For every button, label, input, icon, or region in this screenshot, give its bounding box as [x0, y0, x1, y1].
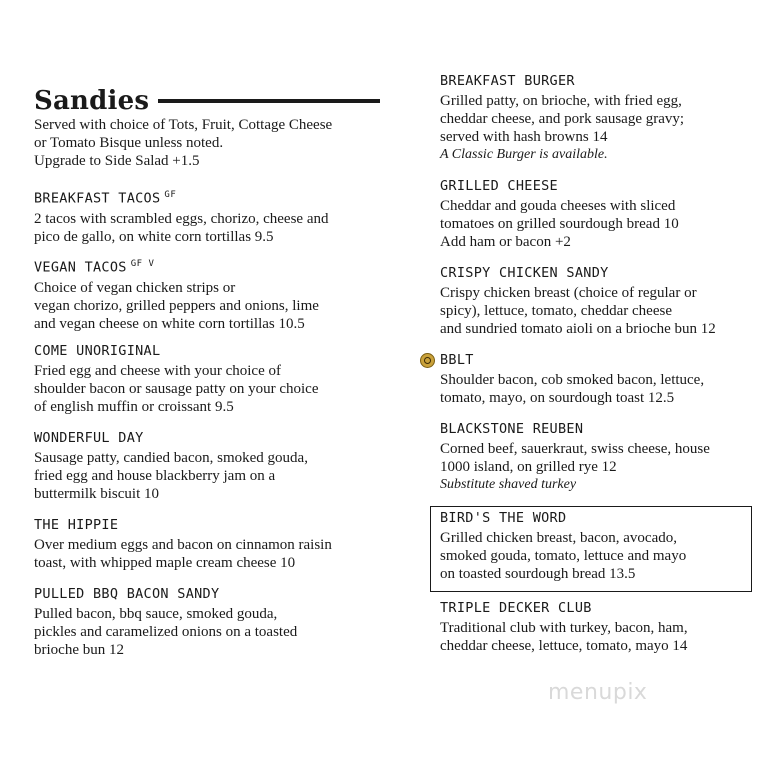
item-description [34, 536, 384, 572]
item-name: CRISPY CHICKEN SANDY [440, 265, 609, 281]
menu-item-crispy-chicken-sandy [440, 264, 775, 338]
description-line: tomatoes on grilled sourdough bread 10 [440, 216, 679, 232]
description-line: Fried egg and cheese with your choice of [34, 363, 281, 379]
menu-item-blackstone-reuben [440, 420, 775, 494]
description-line: spicy), lettuce, tomato, cheddar cheese [440, 303, 672, 319]
description-line: Cheddar and gouda cheeses with sliced [440, 198, 676, 214]
description-line: pickles and caramelized onions on a toasted [34, 624, 298, 640]
item-name: WONDERFUL DAY [34, 430, 144, 446]
description-line: tomato, mayo, on sourdough toast 12.5 [440, 390, 675, 406]
menu-item-pulled-bbq-bacon-sandy [34, 585, 384, 659]
item-name: PULLED BBQ BACON SANDY [34, 586, 220, 602]
section-title: Sandies [34, 86, 150, 116]
item-description [440, 284, 775, 338]
description-line: Crispy chicken breast (choice of regular or [440, 285, 697, 301]
menu-item-the-hippie [34, 516, 384, 572]
description-line: served with hash browns 14 [440, 129, 608, 145]
sandies-section-header [34, 86, 380, 120]
description-line: vegan chorizo, grilled peppers and onions, lime [34, 297, 319, 314]
menu-item-bblt [440, 351, 775, 407]
item-description [440, 92, 775, 146]
description-line: Over medium eggs and bacon on cinnamon raisin [34, 537, 332, 553]
item-name: BIRD'S THE WORD [440, 510, 567, 526]
description-line: Corned beef, sauerkraut, swiss cheese, house [440, 441, 710, 457]
item-description [34, 605, 384, 659]
item-name: TRIPLE DECKER CLUB [440, 600, 592, 616]
description-line: buttermilk biscuit 10 [34, 486, 159, 502]
item-dietary-tags: GF V [130, 259, 155, 269]
description-line: Grilled chicken breast, bacon, avocado, [440, 530, 677, 546]
description-line: shoulder bacon or sausage patty on your choice [34, 381, 319, 397]
description-line: and sundried tomato aioli on a brioche bun 12 [440, 321, 716, 337]
item-description [34, 362, 384, 416]
item-description [34, 449, 384, 503]
signature-badge-icon [420, 353, 435, 368]
menu-item-triple-decker-club [440, 599, 775, 655]
intro-line: or Tomato Bisque unless noted. [34, 135, 224, 151]
description-line: Sausage patty, candied bacon, smoked gouda, [34, 450, 308, 466]
item-dietary-tags: GF [164, 190, 177, 200]
description-line: Add ham or bacon +2 [440, 234, 571, 250]
description-line: Pulled bacon, bbq sauce, smoked gouda, [34, 606, 278, 622]
item-description [440, 371, 775, 407]
section-divider-rule [158, 99, 380, 103]
description-line: 2 tacos with scrambled eggs, chorizo, cheese and [34, 210, 329, 227]
item-name: COME UNORIGINAL [34, 343, 161, 359]
item-name: BBLT [440, 352, 474, 368]
item-name: BLACKSTONE REUBEN [440, 421, 584, 437]
item-name: THE HIPPIE [34, 517, 119, 533]
description-line: of english muffin or croissant 9.5 [34, 399, 234, 415]
description-line: brioche bun 12 [34, 642, 124, 658]
description-line: 1000 island, on grilled rye 12 [440, 459, 617, 475]
description-line: on toasted sourdough bread 13.5 [440, 566, 636, 582]
description-line: smoked gouda, tomato, lettuce and mayo [440, 548, 687, 564]
intro-line: Upgrade to Side Salad +1.5 [34, 153, 200, 169]
menu-item-breakfast-burger [440, 72, 775, 164]
item-description [34, 210, 384, 246]
menu-item-come-unoriginal [34, 342, 384, 416]
menu-item-grilled-cheese [440, 177, 775, 251]
description-line: Shoulder bacon, cob smoked bacon, lettuce, [440, 372, 705, 388]
menu-item-birds-the-word [440, 509, 775, 583]
menu-item-breakfast-tacos [34, 186, 384, 246]
description-line: and vegan cheese on white corn tortillas 10.5 [34, 315, 305, 332]
item-note: A Classic Burger is available. [440, 147, 608, 162]
description-line: cheddar cheese, and pork sausage gravy; [440, 111, 685, 127]
item-description [440, 619, 775, 655]
description-line: fried egg and house blackberry jam on a [34, 468, 276, 484]
description-line: Choice of vegan chicken strips or [34, 279, 236, 296]
item-name: BREAKFAST TACOS [34, 190, 161, 207]
menu-item-wonderful-day [34, 429, 384, 503]
description-line: cheddar cheese, lettuce, tomato, mayo 14 [440, 638, 688, 654]
item-description [440, 197, 775, 251]
section-intro [34, 116, 384, 170]
item-name: VEGAN TACOS [34, 259, 127, 276]
menu-item-vegan-tacos [34, 255, 384, 333]
item-description [440, 529, 775, 583]
description-line: toast, with whipped maple cream cheese 10 [34, 555, 296, 571]
item-description [34, 279, 384, 333]
intro-line: Served with choice of Tots, Fruit, Cottage Cheese [34, 117, 333, 133]
item-name: BREAKFAST BURGER [440, 73, 575, 89]
item-name: GRILLED CHEESE [440, 178, 558, 194]
description-line: Grilled patty, on brioche, with fried egg, [440, 93, 682, 109]
item-description [440, 440, 775, 476]
watermark: menupix [548, 680, 648, 705]
description-line: pico de gallo, on white corn tortillas 9.5 [34, 228, 274, 245]
description-line: Traditional club with turkey, bacon, ham, [440, 620, 688, 636]
item-note: Substitute shaved turkey [440, 477, 577, 492]
